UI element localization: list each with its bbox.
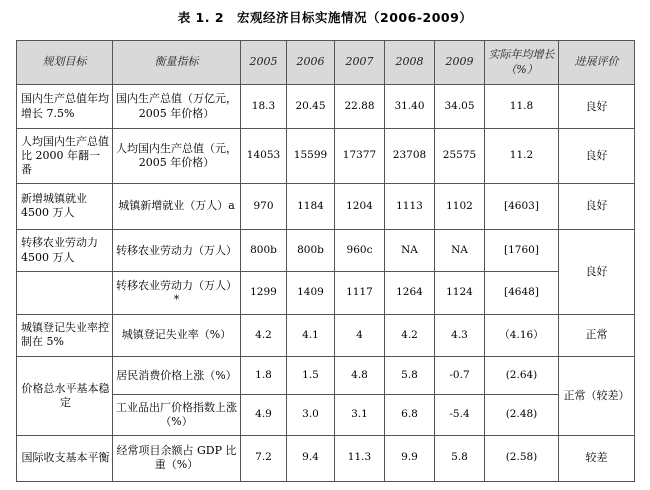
table-row <box>17 85 635 129</box>
indicator-cell: 城镇新增就业（万人）a <box>113 183 241 229</box>
value-2005: 18.3 <box>241 85 287 129</box>
value-2007: 17377 <box>335 129 385 183</box>
value-2007: 11.3 <box>335 435 385 481</box>
value-2008: 5.8 <box>385 357 435 395</box>
value-2007: 1204 <box>335 183 385 229</box>
value-2005: 14053 <box>241 129 287 183</box>
value-2005: 4.9 <box>241 395 287 435</box>
value-2008: 31.40 <box>385 85 435 129</box>
indicator-cell: 转移农业劳动力（万人）* <box>113 272 241 314</box>
header-2009: 2009 <box>435 41 485 85</box>
value-2006: 9.4 <box>287 435 335 481</box>
indicator-cell: 居民消费价格上涨（%） <box>113 357 241 395</box>
value-2005: 7.2 <box>241 435 287 481</box>
growth-cell: [4603] <box>485 183 559 229</box>
growth-cell: (2.64) <box>485 357 559 395</box>
value-2006: 20.45 <box>287 85 335 129</box>
header-2007: 2007 <box>335 41 385 85</box>
indicator-cell: 工业品出厂价格指数上涨（%） <box>113 395 241 435</box>
value-2008: 23708 <box>385 129 435 183</box>
growth-cell: 11.8 <box>485 85 559 129</box>
table-row <box>17 314 635 356</box>
goal-cell: 转移农业劳动力 4500 万人 <box>17 230 113 272</box>
value-2006: 4.1 <box>287 314 335 356</box>
value-2006: 1.5 <box>287 357 335 395</box>
goal-cell: 国内生产总值年均增长 7.5% <box>17 85 113 129</box>
goal-cell: 城镇登记失业率控制在 5% <box>17 314 113 356</box>
eval-cell: 良好 <box>559 230 635 315</box>
value-2007: 3.1 <box>335 395 385 435</box>
table-title: 表 1. 2 宏观经济目标实施情况（2006-2009） <box>177 10 473 25</box>
table-row <box>17 129 635 183</box>
value-2005: 1.8 <box>241 357 287 395</box>
eval-cell: 正常 <box>559 314 635 356</box>
value-2007: 1117 <box>335 272 385 314</box>
table-row <box>17 183 635 229</box>
macro-targets-table <box>16 40 635 482</box>
value-2008: 1113 <box>385 183 435 229</box>
value-2008: 1264 <box>385 272 435 314</box>
value-2006: 15599 <box>287 129 335 183</box>
value-2009: 25575 <box>435 129 485 183</box>
header-2005: 2005 <box>241 41 287 85</box>
value-2009: -0.7 <box>435 357 485 395</box>
growth-cell: [4648] <box>485 272 559 314</box>
value-2008: 6.8 <box>385 395 435 435</box>
header-indicator: 衡量指标 <box>113 41 241 85</box>
value-2008: NA <box>385 230 435 272</box>
header-goal: 规划目标 <box>17 41 113 85</box>
goal-cell: 价格总水平基本稳定 <box>17 357 113 436</box>
value-2009: 1124 <box>435 272 485 314</box>
value-2008: 9.9 <box>385 435 435 481</box>
growth-cell: 11.2 <box>485 129 559 183</box>
value-2005: 970 <box>241 183 287 229</box>
indicator-cell: 城镇登记失业率（%） <box>113 314 241 356</box>
value-2005: 4.2 <box>241 314 287 356</box>
value-2006: 1184 <box>287 183 335 229</box>
value-2009: -5.4 <box>435 395 485 435</box>
value-2006: 1409 <box>287 272 335 314</box>
header-row <box>17 41 635 85</box>
table-row <box>17 230 635 272</box>
goal-cell: 新增城镇就业 4500 万人 <box>17 183 113 229</box>
value-2007: 960c <box>335 230 385 272</box>
eval-cell: 较差 <box>559 435 635 481</box>
table-row <box>17 272 635 314</box>
value-2006: 800b <box>287 230 335 272</box>
goal-cell <box>17 272 113 314</box>
header-2008: 2008 <box>385 41 435 85</box>
growth-cell: (2.48) <box>485 395 559 435</box>
goal-cell: 人均国内生产总值比 2000 年翻一番 <box>17 129 113 183</box>
value-2006: 3.0 <box>287 395 335 435</box>
eval-cell: 良好 <box>559 129 635 183</box>
growth-cell: [1760] <box>485 230 559 272</box>
indicator-cell: 国内生产总值（万亿元，2005 年价格） <box>113 85 241 129</box>
eval-cell: 正常（较差） <box>559 357 635 436</box>
value-2007: 4 <box>335 314 385 356</box>
indicator-cell: 人均国内生产总值（元，2005 年价格） <box>113 129 241 183</box>
growth-cell: (2.58) <box>485 435 559 481</box>
header-eval: 进展评价 <box>559 41 635 85</box>
value-2007: 22.88 <box>335 85 385 129</box>
header-2006: 2006 <box>287 41 335 85</box>
indicator-cell: 经常项目余额占 GDP 比重（%） <box>113 435 241 481</box>
table-row <box>17 357 635 395</box>
header-growth: 实际年均增长（%） <box>485 41 559 85</box>
eval-cell: 良好 <box>559 85 635 129</box>
value-2008: 4.2 <box>385 314 435 356</box>
value-2005: 800b <box>241 230 287 272</box>
growth-cell: （4.16） <box>485 314 559 356</box>
value-2009: 5.8 <box>435 435 485 481</box>
value-2009: NA <box>435 230 485 272</box>
value-2009: 1102 <box>435 183 485 229</box>
value-2009: 4.3 <box>435 314 485 356</box>
value-2007: 4.8 <box>335 357 385 395</box>
table-row <box>17 435 635 481</box>
goal-cell: 国际收支基本平衡 <box>17 435 113 481</box>
indicator-cell: 转移农业劳动力（万人） <box>113 230 241 272</box>
eval-cell: 良好 <box>559 183 635 229</box>
value-2009: 34.05 <box>435 85 485 129</box>
value-2005: 1299 <box>241 272 287 314</box>
